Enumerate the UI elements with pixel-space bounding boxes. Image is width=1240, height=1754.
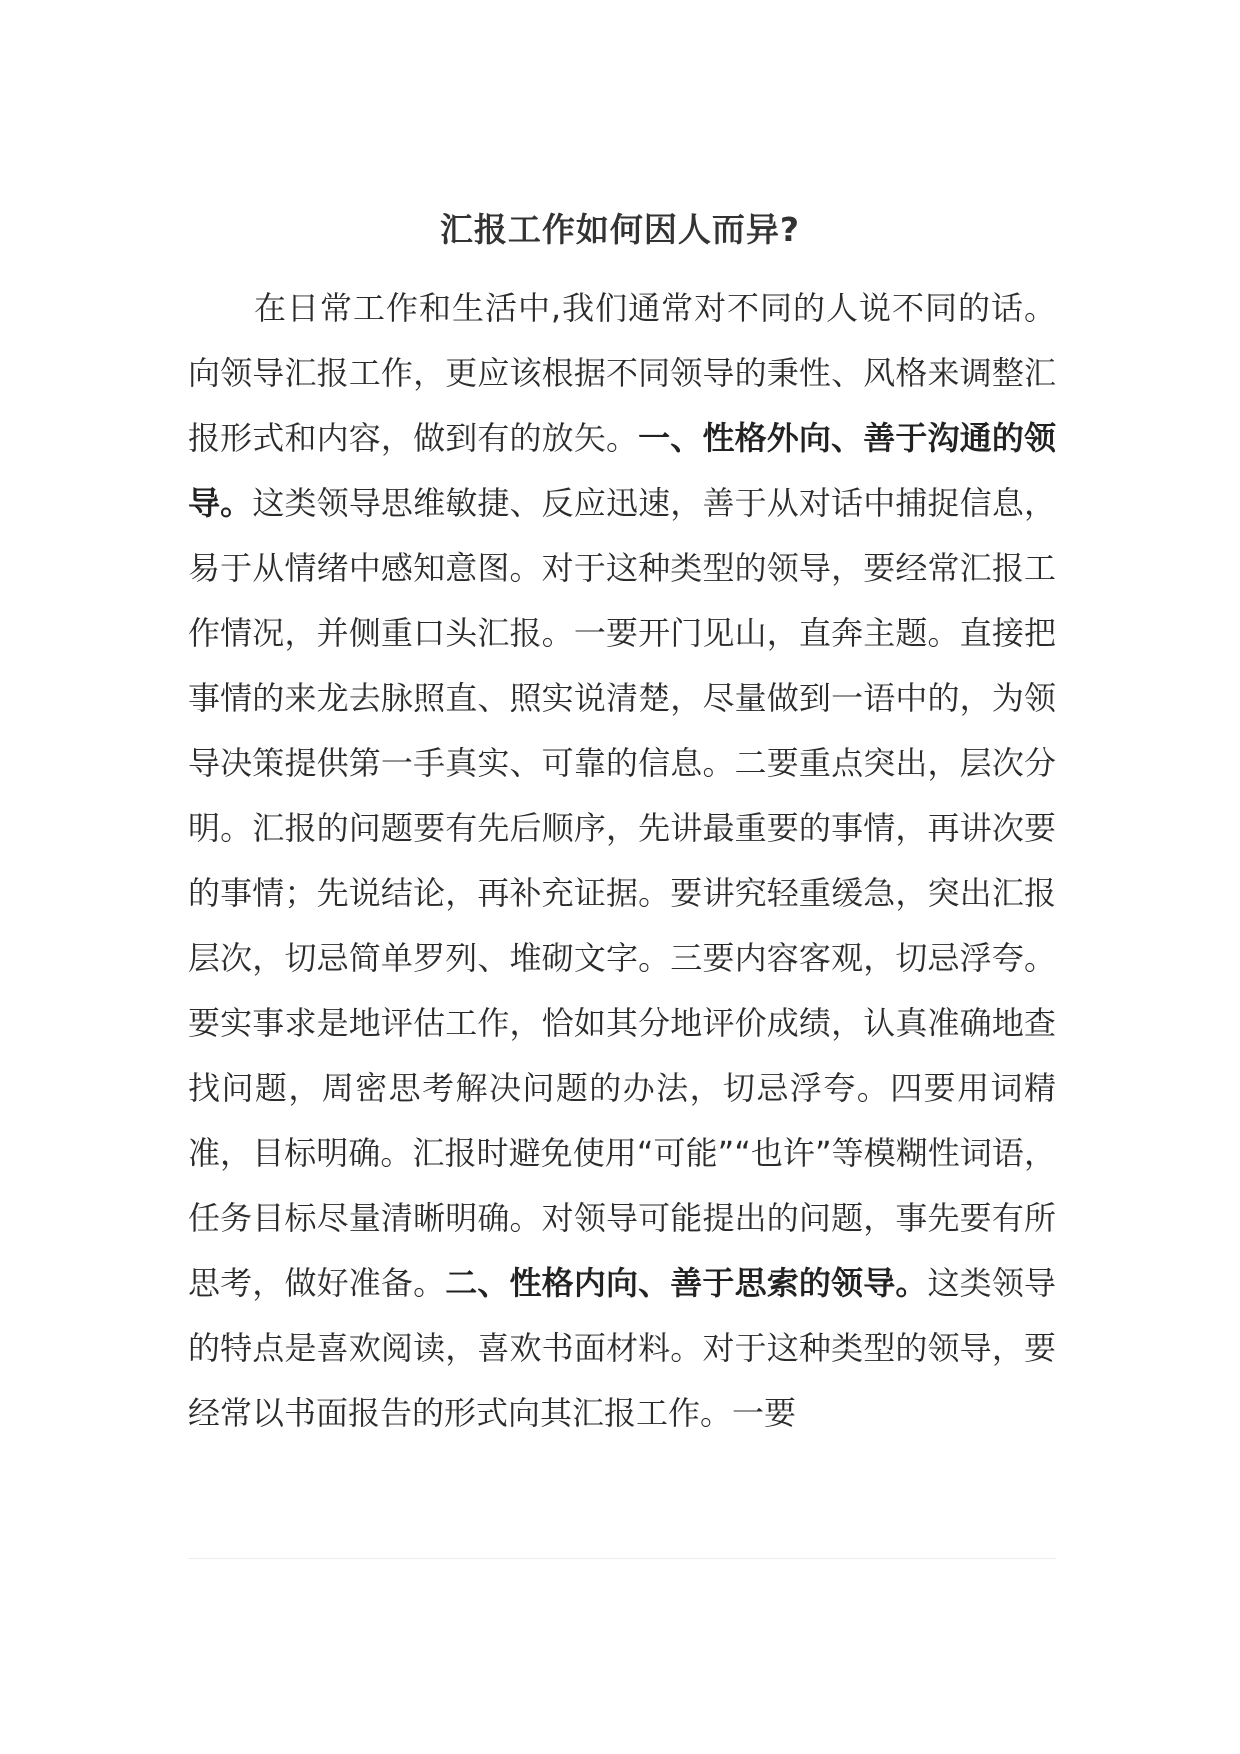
section-1-text: 这类领导思维敏捷、反应迅速，善于从对话中捕捉信息，易于从情绪中感知意图。对于这种类型的领导，要经常汇报工作情况，并侧重口头汇报。一要开门见山，直奔主题。直接把事情的来龙去脉照直、照实说清楚，尽量做到一语中的，为领导决策提供第一手真实、可靠的信息。二要重点突出，层次分明。汇报的问题要有先后顺序，先讲最重要的事情，再讲次要的事情；先说结论，再补充证据。要讲究轻重缓急，突出汇报层次，切忌简单罗列、堆砌文字。三要内容客观，切忌浮夸。要实事求是地评估工作，恰如其分地评价成绩，认真准确地查找问题，周密思考解决问题的办法，切忌浮夸。四要用词精准，目标明确。汇报时避免使用“可能”“也许”等模糊性词语，任务目标尽量清晰明确。对领导可能提出的问题，事先要有所思考，做好准备。 (188, 484, 1056, 1302)
section-2-text: 这类领导的特点是喜欢阅读，喜欢书面材料。对于这种类型的领导，要经常以书面报告的形式向其汇报工作。一要 (188, 1264, 1056, 1432)
page-divider (188, 1558, 1056, 1559)
body-paragraph (188, 276, 1056, 1446)
section-heading-1: 一、性格外向、善于沟通的领导。 (188, 419, 1056, 522)
document-title: 汇报工作如何因人而异? (439, 210, 801, 249)
intro-text: 在日常工作和生活中,我们通常对不同的人说不同的话。向领导汇报工作，更应该根据不同领导的秉性、风格来调整汇报形式和内容，做到有的放矢。 (188, 289, 1056, 457)
section-heading-2: 二、性格内向、善于思索的领导。 (445, 1264, 928, 1302)
